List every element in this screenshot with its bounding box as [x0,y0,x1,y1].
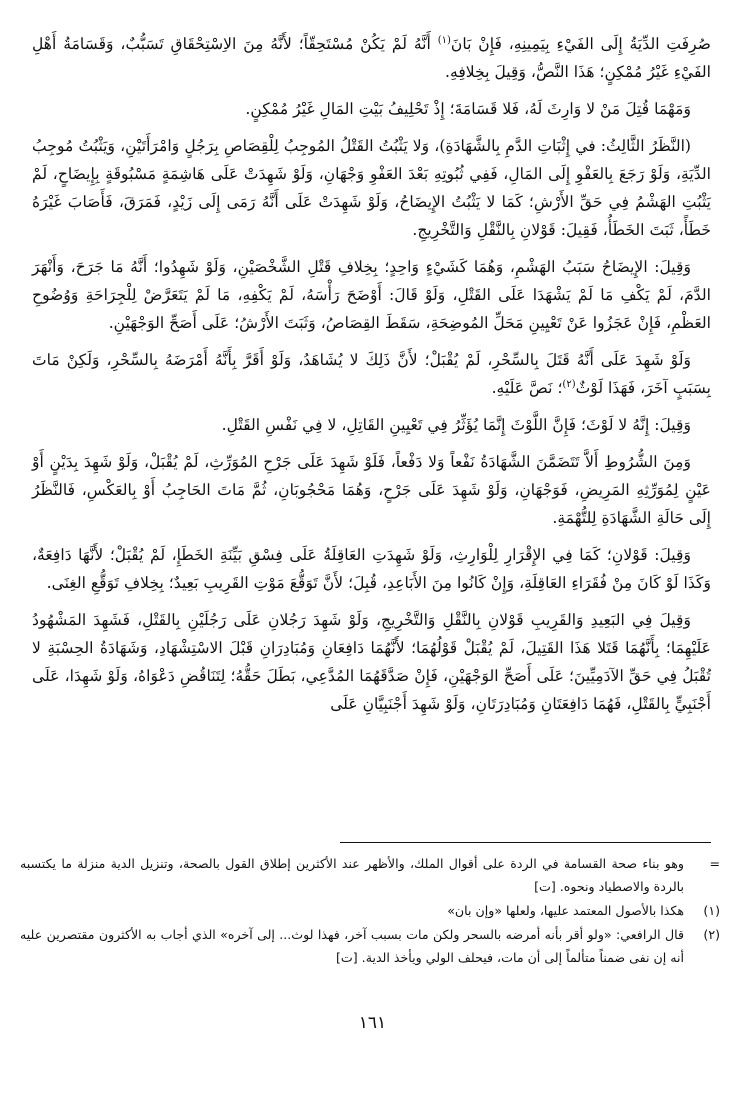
page-number: ١٦١ [358,1013,387,1033]
paragraph-5 [32,346,711,402]
footnote-text: هكذا بالأصول المعتمد عليها، ولعلها «وإن بان» [447,903,684,918]
paragraph-3: (النَّظَرُ الثَّالِثُ: في إِثْبَاتِ الدَّمِ بِالشَّهَادَةِ)، وَلا يَثْبُتُ القَتْلُ المُوجِبُ لِلْقِصَاصِ بِرَجُلٍ وَامْرَأَتَيْنِ، وَيَثْبُتُ مُوجِبُ الدِّيَةِ، وَلَوْ رَجَعَ بِالعَفْوِ إِلَى المَالِ، فَفِي ثُبُوتِهِ بَعْدَ العَفْوِ وَجْهَانِ، وَلَوْ شَهِدَتْ عَلَى هَاشِمَةٍ مَسْبُوقَةٍ بِإِيضَاحٍ، لَمْ يَثْبُتِ الهَشْمُ فِي حَقِّ الأَرْشِ؛ كَمَا لا يَثْبُتُ الإِيضَاحُ، وَلَوْ شَهِدَتْ عَلَى أَنَّهُ رَمَى إِلَى زَيْدٍ، فَمَرَقَ، فَأَصَابَ غَيْرَهُ خَطَأً، ثَبَتَ الخَطَأُ، فَقِيلَ: قَوْلانِ بِالنَّقْلِ وَالتَّخْرِيجِ. [32,137,711,239]
paragraph-1-part-a: صُرِفَتِ الدِّيَةُ إِلَى الفَيْءِ بِيَمِينِهِ، فَإِنْ بَانَ [450,35,711,53]
main-text [32,30,711,727]
footnote-ref-1: (١) [437,34,451,46]
paragraph-7: وَمِنَ الشُّرُوطِ أَلاَّ تَتَضَمَّنَ الشَّهَادَةُ نَفْعاً وَلا دَفْعاً، فَلَوْ شَهِدَ عَلَى جَرْحِ المُوَرِّثِ، لَمْ يُقْبَلْ، وَلَوْ شَهِدَ بِدَيْنٍ أَوْ عَيْنٍ لِمُوَرِّثِهِ المَرِيضِ، فَوَجْهَانِ، وَلَوْ شَهِدَ عَلَى جَرْحٍ، وَهُمَا مَحْجُوبَانِ، ثُمَّ مَاتَ الحَاجِبُ أَوْ بِالعَكْسِ، فَالنَّظَرُ إِلَى حَالَةِ الشَّهَادَةِ لِلتُّهْمَةِ. [32,453,711,527]
footnotes [20,852,720,970]
footnote-separator [340,842,711,843]
paragraph-2: وَمَهْمَا قُتِلَ مَنْ لا وَارِثَ لَهُ، فَلا قَسَامَةَ؛ إِذْ تَحْلِيفُ بَيْتِ المَالِ غَيْرُ مُمْكِنٍ. [245,100,691,118]
paragraph-1 [32,30,711,86]
paragraph-1-part-b: أَنَّهُ لَمْ يَكُنْ مُسْتَحِقّاً؛ لأَنَّهُ مِنَ الاِسْتِحْقَاقِ تَسَبُّبٌ، وَقَسَامَةُ أَهْلِ الفَيْءِ غَيْرُ مُمْكِنٍ؛ هَذَا النَّصُّ، وَقِيلَ بِخِلافِهِ. [32,35,711,81]
paragraph-8: وَقِيلَ: قَوْلانِ؛ كَمَا فِي الإِقْرَارِ لِلْوَارِثِ، وَلَوْ شَهِدَتِ العَاقِلَةُ عَلَى فِسْقِ بَيِّنَةِ الخَطَإِ، لَمْ يُقْبَلْ؛ لأَنَّهَا دَافِعَةٌ، وَكَذَا لَوْ كَانَ مِنْ فُقَرَاءِ العَاقِلَةِ، وَإِنْ كَانُوا مِنَ الأَبَاعِدِ، قُبِلَ؛ لأَنَّ تَوَقُّعَ مَوْتِ القَرِيبِ بَعِيدٌ؛ بِخِلافِ تَوَقُّعِ الغِنَى. [32,546,711,592]
footnote-marker: (٢) [703,927,720,942]
footnote-text: وهو بناء صحة القسامة في الردة على أقوال الملك، والأظهر عند الأكثرين إطلاق القول بالصحة، وتنزيل الدية منزلة ما يكتسبه بالردة والاصطياد ونحوه. [ت] [20,856,684,894]
paragraph-9: وَقِيلَ فِي البَعِيدِ وَالقَرِيبِ قَوْلانِ بِالنَّقْلِ وَالتَّخْرِيجِ، وَلَوْ شَهِدَ رَجُلانِ عَلَى رَجُلَيْنِ بِالقَتْلِ، فَشَهِدَ المَشْهُودُ عَلَيْهِمَا؛ بِأَنَّهُمَا قَتَلا هَذَا القَتِيلَ، لَمْ يُقْبَلْ قَوْلُهُمَا؛ لأَنَّهُمَا دَافِعَانِ وَمُبَادِرَانِ قَبْلَ الاسْتِشْهَادِ، وَشَهَادَةُ الحِسْبَةِ لا تُقْبَلُ فِي حَقِّ الآدَمِيِّينَ؛ عَلَى أَصَحِّ الوَجْهَيْنِ، فَإِنْ صَدَّقَهُمَا المُدَّعِي، بَطَلَ حَقُّهُ؛ لِتَنَاقُضِ دَعْوَاهُ، وَلَوْ شَهِدَا، عَلَى أَجْنَبِيٍّ بِالقَتْلِ، فَهُمَا دَافِعَتَانِ وَمُبَادِرَتَانِ، وَلَوْ شَهِدَ أَجْنَبِيَّانِ عَلَى [32,611,711,713]
paragraph-6: وَقِيلَ: إِنَّهُ لا لَوْثَ؛ فَإِنَّ اللَّوْثَ إِنَّمَا يُؤَثِّرُ فِي تَعْيِينِ القَاتِلِ، لا فِي نَفْسِ القَتْلِ. [221,416,691,434]
paragraph-5-part-b: ؛ نَصَّ عَلَيْهِ. [491,379,563,397]
footnote-text: قال الرافعي: «ولو أقر بأنه أمرضه بالسحر ولكن مات بسبب آخر، فهذا لوث... إلى آخره» الذي أجاب به الأكثرون مقتصرين عليه أنه إن نفى ضمناً متألماً إلى أن مات، فيحلف الولي ويأخذ الدية. [ت] [20,927,684,965]
footnote-ref-2: (٢) [562,378,576,390]
footnote-marker: = [709,856,720,871]
footnote-continued [20,852,720,898]
footnote-2 [20,923,720,969]
paragraph-5-part-a: وَلَوْ شَهِدَ عَلَى أَنَّهُ قَتَلَ بِالسِّحْرِ، لَمْ يُقْبَلْ؛ لأَنَّ ذَلِكَ لا يُشَاهَدُ، وَلَوْ أَقَرَّ بِأَنَّهُ أَمْرَضَهُ بِالسِّحْرِ، وَلَكِنْ مَاتَ بِسَبَبٍ آخَرَ، فَهَذَا لَوْثٌ [32,351,711,397]
paragraph-4: وَقِيلَ: الإِيضَاحُ سَبَبُ الهَشْمِ، وَهُمَا كَشَيْءٍ وَاحِدٍ؛ بِخِلافِ قَتْلِ الشَّخْصَيْنِ، وَلَوْ شَهِدُوا؛ أَنَّهُ مَا جَرَحَ، وَأَنْهَرَ الدَّمَ، لَمْ يَكْفِ مَا لَمْ يَشْهَدَا عَلَى القَتْلِ، وَلَوْ قَالَ: أَوْضَحَ رَأْسَهُ، لَمْ يَكْفِهِ، مَا لَمْ يَتَعَرَّضْ لِلْجِرَاحَةِ وَوُضُوحِ العَظْمِ، فَإِنْ عَجَزُوا عَنْ تَعْيِينِ مَحَلِّ المُوضِحَةِ، سَقَطَ القِصَاصُ، وَثَبَتَ الأَرْشُ؛ عَلَى أَصَحِّ الوَجْهَيْنِ. [32,258,711,332]
footnote-1 [20,899,720,922]
footnote-marker: (١) [703,903,720,918]
